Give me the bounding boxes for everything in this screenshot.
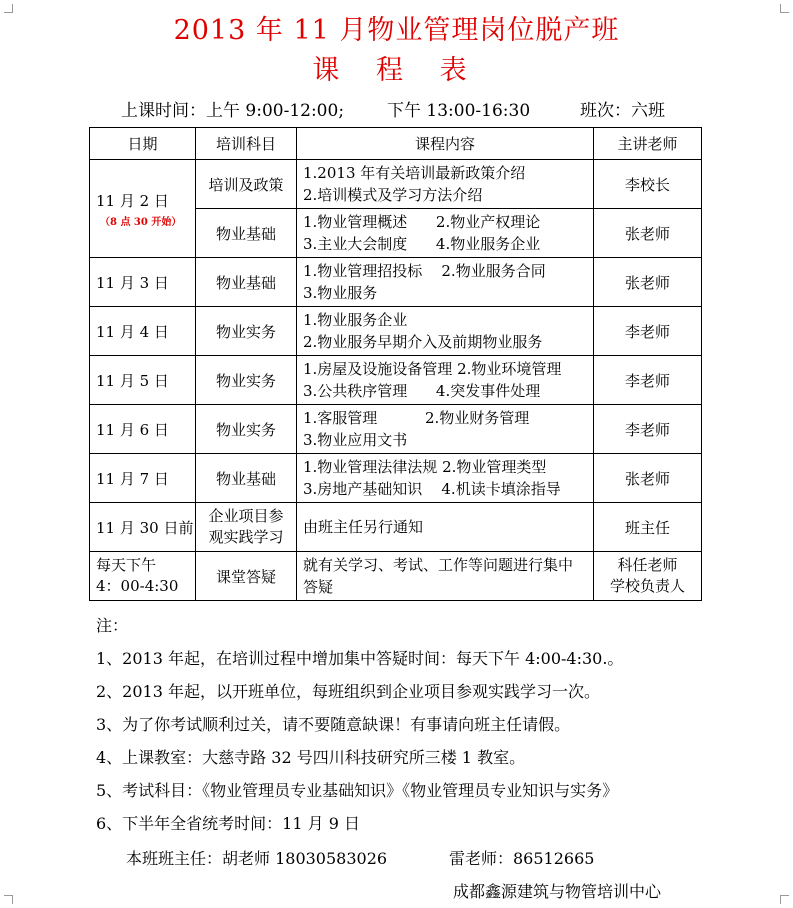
date-line: 每天下午: [96, 556, 157, 574]
content-cell: [297, 258, 594, 307]
subject-cell: 物业实务: [196, 356, 297, 405]
document-title: 2013 年 11 月物业管理岗位脱产班: [173, 15, 620, 46]
afternoon-time: 下午 13:00-16:30: [387, 101, 531, 121]
content-line: 1.物业管理法律法规 2.物业管理类型: [303, 458, 547, 476]
document-subtitle: 课 程 表: [312, 55, 481, 86]
content-cell: [297, 356, 594, 405]
table-row: [90, 356, 702, 405]
column-header-date: 日期: [90, 128, 196, 160]
date-cell: [90, 552, 196, 601]
subject-cell: 物业基础: [196, 454, 297, 503]
content-line: 就有关学习、考试、工作等问题进行集中: [303, 556, 574, 574]
organization-name: 成都鑫源建筑与物管培训中心: [453, 882, 662, 901]
class-time-label: 上课时间：上午 9:00-12:00;: [121, 101, 345, 121]
content-line: 1.客服管理 2.物业财务管理: [303, 409, 530, 427]
column-header-teacher: 主讲老师: [594, 128, 702, 160]
table-row: [90, 503, 702, 552]
subject-cell: 物业实务: [196, 307, 297, 356]
column-header-subject: 培训科目: [196, 128, 297, 160]
teacher-line: 科任老师: [617, 556, 678, 574]
content-cell: [297, 209, 594, 258]
subject-line: 企业项目参: [208, 507, 284, 525]
date-cell: 11 月 30 日前: [90, 503, 196, 552]
teacher-line: 学校负责人: [609, 577, 685, 595]
teacher-cell: 张老师: [594, 209, 702, 258]
table-row: [90, 160, 702, 209]
content-line: 由班主任另行通知: [303, 518, 424, 536]
content-line: 3.物业服务: [303, 284, 378, 302]
note-item: 5、考试科目：《物业管理员专业基础知识》《物业管理员专业知识与实务》: [96, 781, 619, 800]
head-teacher-contact: 本班班主任：胡老师 18030583026: [126, 849, 388, 868]
teacher-cell: 李校长: [594, 160, 702, 209]
page-corner-mark: [4, 895, 13, 904]
content-line: 3.主业大会制度 4.物业服务企业: [303, 235, 541, 253]
table-row: [90, 258, 702, 307]
subject-cell: 课堂答疑: [196, 552, 297, 601]
date-cell: 11 月 7 日: [90, 454, 196, 503]
content-line: 3.物业应用文书: [303, 431, 408, 449]
teacher-cell: 张老师: [594, 454, 702, 503]
date-cell: 11 月 5 日: [90, 356, 196, 405]
content-line: 3.公共秩序管理 4.突发事件处理: [303, 382, 541, 400]
table-row: [90, 454, 702, 503]
subject-cell: 物业基础: [196, 258, 297, 307]
teacher-cell: 张老师: [594, 258, 702, 307]
subject-cell: 物业基础: [196, 209, 297, 258]
content-line: 1.2013 年有关培训最新政策介绍: [303, 164, 526, 182]
date-cell: 11 月 3 日: [90, 258, 196, 307]
date-value: 11 月 2 日: [96, 191, 169, 210]
date-cell: 11 月 6 日: [90, 405, 196, 454]
teacher-cell: 李老师: [594, 405, 702, 454]
note-item: 4、上课教室：大慈寺路 32 号四川科技研究所三楼 1 教室。: [96, 748, 526, 767]
content-cell: [297, 160, 594, 209]
content-cell: [297, 454, 594, 503]
note-item: 2、2013 年起，以开班单位，每班组织到企业项目参观实践学习一次。: [96, 682, 600, 701]
content-cell: [297, 503, 594, 552]
table-row: [90, 307, 702, 356]
class-shift: 班次：六班: [580, 101, 665, 121]
subject-line: 观实践学习: [208, 528, 284, 546]
content-line: 2.培训模式及学习方法介绍: [303, 186, 483, 204]
content-line: 答疑: [303, 578, 334, 596]
page-corner-mark: [780, 895, 789, 904]
content-cell: [297, 307, 594, 356]
date-cell: 11 月 4 日: [90, 307, 196, 356]
content-line: 1.物业管理招投标 2.物业服务合同: [303, 262, 546, 280]
content-cell: [297, 552, 594, 601]
note-item: 3、为了你考试顺利过关，请不要随意缺课！有事请向班主任请假。: [96, 715, 571, 734]
teacher-cell: 班主任: [594, 503, 702, 552]
date-line: 4：00-4:30: [96, 577, 179, 595]
table-row: [90, 552, 702, 601]
content-cell: [297, 405, 594, 454]
table-row: [90, 405, 702, 454]
subject-cell: [196, 503, 297, 552]
date-cell: [90, 160, 196, 258]
content-line: 1.物业服务企业: [303, 311, 408, 329]
subject-cell: 培训及政策: [196, 160, 297, 209]
course-table: [89, 127, 702, 601]
table-header-row: [90, 128, 702, 160]
column-header-content: 课程内容: [297, 128, 594, 160]
teacher-cell: 李老师: [594, 307, 702, 356]
teacher-cell: [594, 552, 702, 601]
notes-heading: 注：: [96, 616, 129, 635]
other-teacher-contact: 雷老师：86512665: [449, 849, 595, 868]
subject-cell: 物业实务: [196, 405, 297, 454]
note-item: 1、2013 年起，在培训过程中增加集中答疑时间：每天下午 4:00-4:30.。: [96, 649, 624, 668]
start-time-note: （8 点 30 开始）: [100, 216, 182, 228]
content-line: 3.房地产基础知识 4.机读卡填涂指导: [303, 480, 561, 498]
teacher-cell: 李老师: [594, 356, 702, 405]
content-line: 1.物业管理概述 2.物业产权理论: [303, 213, 541, 231]
note-item: 6、下半年全省统考时间：11 月 9 日: [96, 814, 360, 833]
content-line: 1.房屋及设施设备管理 2.物业环境管理: [303, 360, 562, 378]
content-line: 2.物业服务早期介入及前期物业服务: [303, 333, 543, 351]
